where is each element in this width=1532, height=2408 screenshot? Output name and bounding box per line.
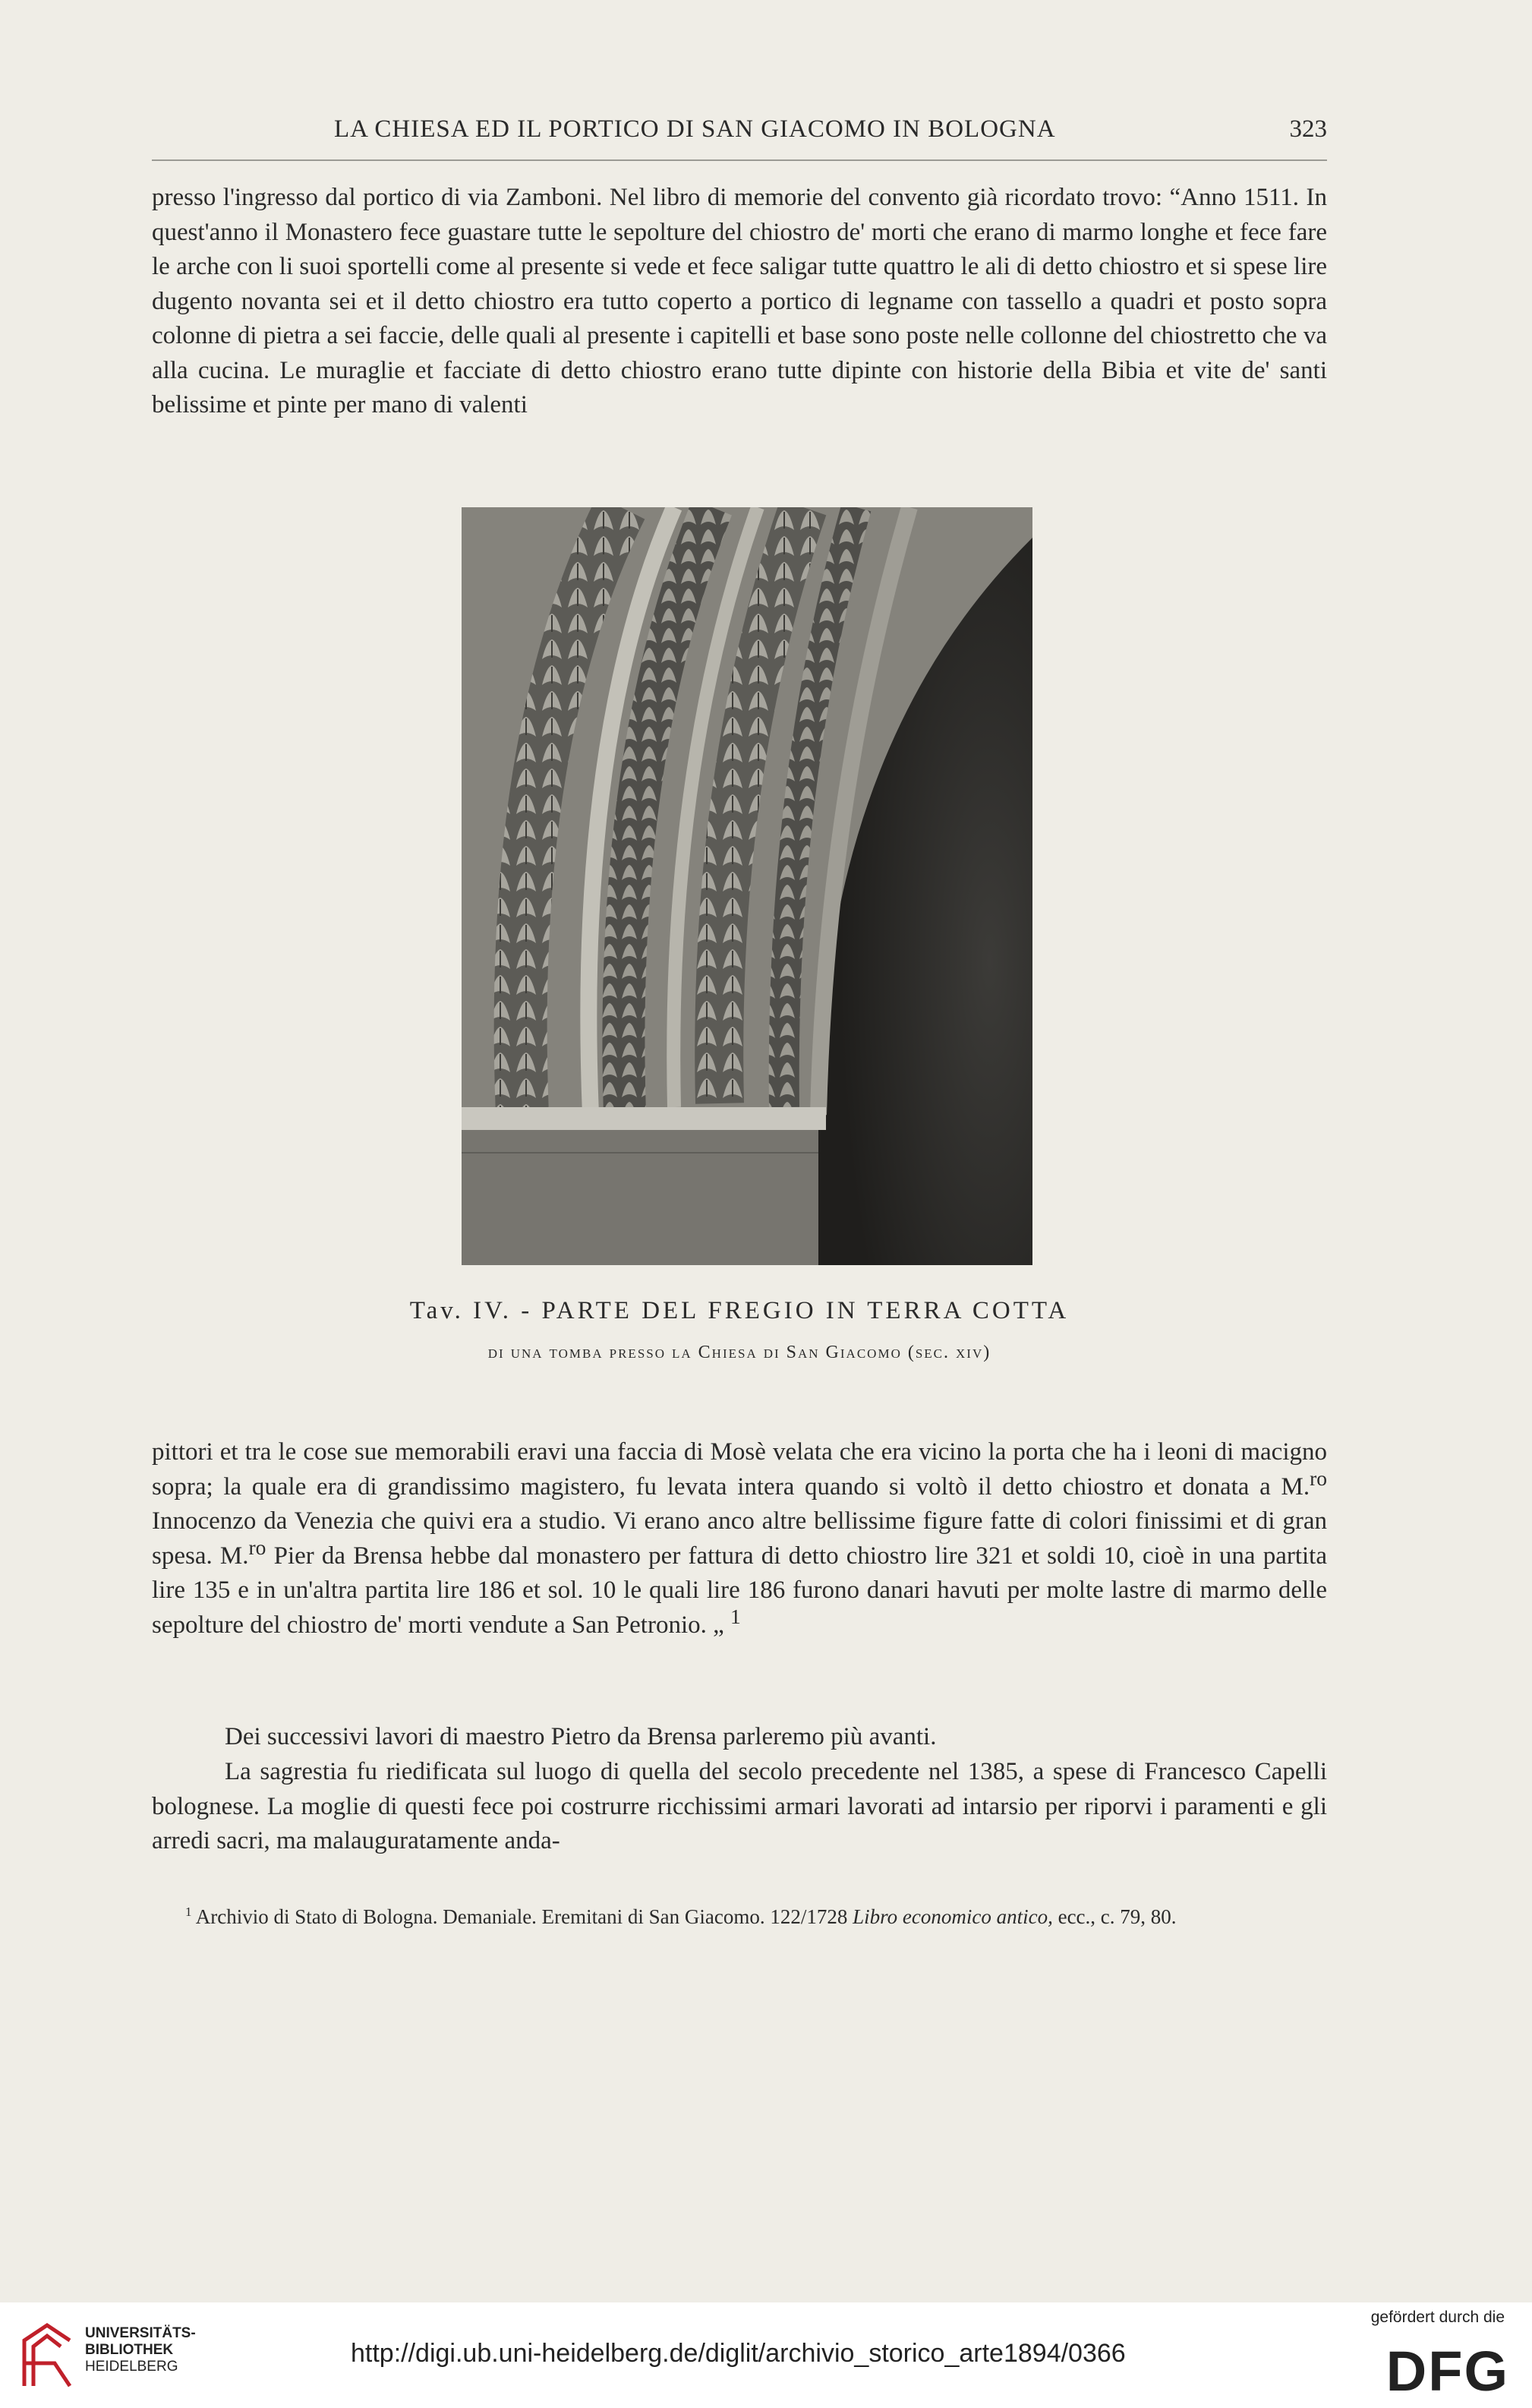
- terracotta-frieze-image: [462, 507, 1032, 1265]
- footnote-number: 1: [185, 1905, 192, 1919]
- superscript: ro: [1310, 1466, 1327, 1490]
- library-line-3: HEIDELBERG: [85, 2359, 178, 2375]
- plate-photograph: [462, 507, 1032, 1265]
- library-name: [85, 2325, 196, 2375]
- paragraph-1: presso l'ingresso dal portico di via Zamboni. Nel libro di memorie del convento già ricordato trovo: “Anno 1511. In quest'anno il Monastero fece guastare tutte le sepolture del chiostro de' morti che erano di marmo longhe et fece fare le arche con li suoi sportelli come al presente si vede et fece saligar tutte quattro le ali di detto chiostro et si spese lire dugento novanta sei et il detto chiostro era tutto coperto a portico di legname con tassello a quadri et posto sopra colonne di pietra a sei faccie, delle quali al presente i capitelli et base sono poste nelle collonne del chiostretto che va alla cucina. Le muraglie et facciate di detto chiostro erano tutte dipinte con historie della Bibia et vite de' santi belissime et pinte per mano di valenti: [152, 184, 1327, 418]
- figure-caption: Tav. IV. - PARTE DEL FREGIO IN TERRA COTTA: [409, 1297, 1070, 1324]
- footnote-reference: 1: [730, 1604, 741, 1628]
- footnote-title: Libro economico antico,: [853, 1905, 1053, 1928]
- library-line-1: UNIVERSITÄTS-: [85, 2325, 196, 2341]
- funded-by-label: gefördert durch die: [1370, 2309, 1505, 2326]
- paragraph-2-part-c: Pier da Brensa hebbe dal monastero per fattura di detto chiostro lire 321 et soldi 10, cioè in una partita lire 135 e in un'altra partita lire 186 et sol. 10 le quali lire 186 furono danari havuti per molte lastre di marmo delle sepolture del chiostro de' morti vendute a San Petronio. „: [152, 1542, 1327, 1639]
- library-logo-icon: [17, 2318, 77, 2394]
- superscript: ro: [248, 1535, 266, 1559]
- page-number: 323: [1289, 115, 1327, 143]
- running-head: [152, 114, 1327, 161]
- footnote: [152, 1901, 1327, 1932]
- digitization-footer: [0, 2302, 1532, 2408]
- running-title: LA CHIESA ED IL PORTICO DI SAN GIACOMO IN BOLOGNA: [334, 115, 1056, 143]
- footnote-text: Archivio di Stato di Bologna. Demaniale. Eremitani di San Giacomo. 122/1728: [195, 1905, 853, 1928]
- figure-subcaption: di una tomba presso la Chiesa di San Giacomo (sec. xiv): [487, 1343, 991, 1362]
- paragraph-2-part-a: pittori et tra le cose sue memorabili eravi una faccia di Mosè velata che era vicino la porta che ha i leoni di macigno sopra; la quale era di grandissimo magistero, fu levata intera quando si voltò il detto chiostro et donata a M.: [152, 1438, 1327, 1501]
- paragraph-2-part-b: Innocenzo da Venezia che quivi era a studio. Vi erano anco altre bellissime figure fatte di colori finissimi et di gran spesa. M.: [152, 1507, 1327, 1570]
- paragraph-3: Dei successivi lavori di maestro Pietro da Brensa parleremo più avanti.: [225, 1723, 937, 1750]
- paragraph-4: La sagrestia fu riedificata sul luogo di quella del secolo precedente nel 1385, a spese di Francesco Capelli bolognese. La moglie di questi fece poi costrurre ricchissimi armari lavorati ad intarsio per riporvi i paramenti e gli arredi sacri, ma malauguratamente anda-: [152, 1758, 1327, 1854]
- footnote-tail: ecc., c. 79, 80.: [1052, 1905, 1177, 1928]
- library-line-2: BIBLIOTHEK: [85, 2342, 174, 2358]
- source-url-link[interactable]: http://digi.ub.uni-heidelberg.de/diglit/archivio_storico_arte1894/0366: [351, 2339, 1126, 2368]
- paragraph-2: [152, 1435, 1327, 1643]
- dfg-logo: DFG: [1385, 2340, 1509, 2403]
